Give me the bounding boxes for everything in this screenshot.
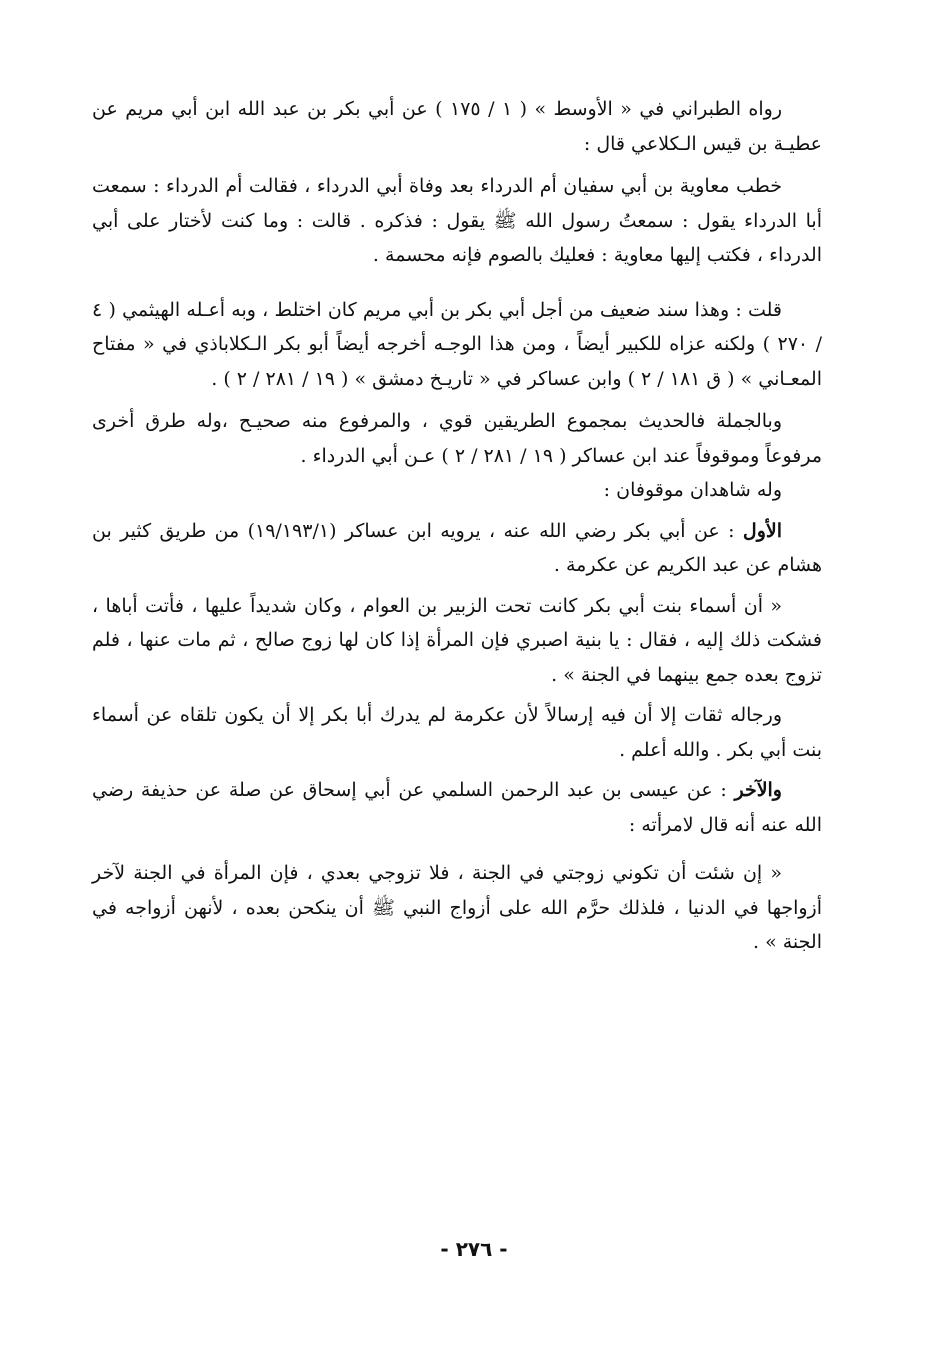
paragraph-hudhayfa-statement: « إن شئت أن تكوني زوجتي في الجنة ، فلا تزوجي بعدي ، فإن المرأة في الجنة لآخر أزواجها في الدنيا ، فلذلك حرَّم الله على أزواج النبي ﷺ أن ينكحن بعده ، لأنهن أزواجه في الجنة » . [92, 862, 822, 953]
paragraph-first-witness [92, 514, 822, 583]
paragraph-narrators-note: ورجاله ثقات إلا أن فيه إرسالاً لأن عكرمة لم يدرك أبا بكر إلا أن يكون تلقاه عن أسماء بنت أبي بكر . والله أعلم . [92, 704, 822, 761]
paragraph-second-witness [92, 773, 822, 842]
page-number: - ٢٧٦ - [440, 1237, 508, 1261]
second-witness-lead: والآخر [734, 779, 782, 801]
first-witness-text: : عن أبي بكر رضي الله عنه ، يرويه ابن عساكر (١٩/١٩٣/١) من طريق كثير بن هشام عن عبد الكريم عن عكرمة . [92, 519, 822, 576]
page-body [92, 92, 822, 960]
paragraph-hadith-grading: وبالجملة فالحديث بمجموع الطريقين قوي ، والمرفوع منه صحيـح ،وله طرق أخرى مرفوعاً وموقوفاً عند ابن عساكر ( ١٩ / ٢٨١ / ٢ ) عـن أبي الدرداء . [92, 410, 822, 467]
paragraph-tabarani-narration: رواه الطبراني في « الأوسط » ( ١ / ١٧٥ ) عن أبي بكر بن عبد الله ابن أبي مريم عن عطيـة بن قيس الـكلاعي قال : [92, 98, 822, 155]
first-witness-lead: الأول [742, 519, 782, 542]
paragraph-muawiya-proposal: خطب معاوية بن أبي سفيان أم الدرداء بعد وفاة أبي الدرداء ، فقالت أم الدرداء : سمعت أبا الدرداء يقول : سمعتُ رسول الله ﷺ يقول : فذكره . قالت : وما كنت لأختار على أبي الدرداء ، فكتب إليها معاوية : فعليك بالصوم فإنه محسمة . [92, 175, 822, 266]
paragraph-isnad-assessment: قلت : وهذا سند ضعيف من أجل أبي بكر بن أبي مريم كان اختلط ، وبه أعـله الهيثمي ( ٤ / ٢٧٠ ) ولكنه عزاه للكبير أيضاً ، ومن هذا الوجـه أخرجه أيضاً أبو بكر الـكلاباذي في « مفتاح المعـاني » ( ق ١٨١ / ٢ ) وابن عساكر في « تاريـخ دمشق » ( ١٩ / ٢٨١ / ٢ ) . [92, 298, 822, 390]
paragraph-asma-report: « أن أسماء بنت أبي بكر كانت تحت الزبير بن العوام ، وكان شديداً عليها ، فأتت أباها ، فشكت ذلك إليه ، فقال : يا بنية اصبري فإن المرأة إذا كان لها زوج صالح ، ثم مات عنها ، فلم تزوج بعده جمع بينهما في الجنة » . [92, 594, 822, 686]
paragraph-two-witnesses: وله شاهدان موقوفان : [603, 479, 782, 501]
second-witness-text: : عن عيسى بن عبد الرحمن السلمي عن أبي إسحاق عن صلة عن حذيفة رضي الله عنه أنه قال لامرأته : [92, 779, 822, 836]
